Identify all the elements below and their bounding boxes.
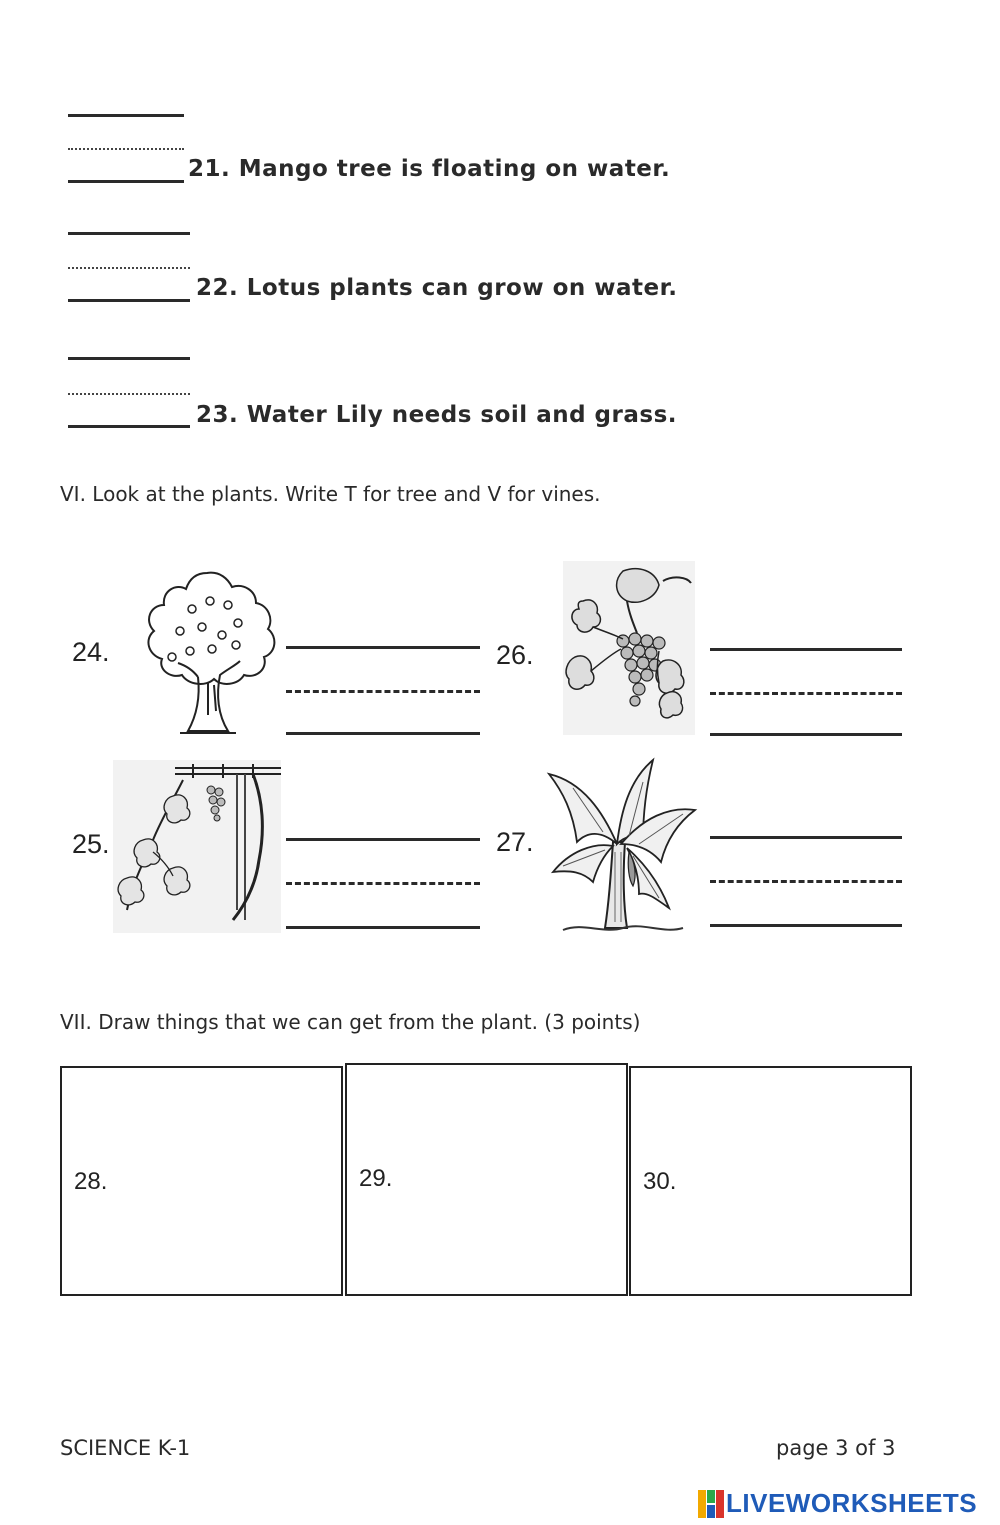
answer-line-dashed — [68, 148, 184, 150]
box-30-number: 30. — [643, 1168, 677, 1195]
item-24-number: 24. — [72, 637, 110, 667]
box-28-number: 28. — [74, 1168, 108, 1195]
answer-line-bottom — [710, 924, 902, 927]
banana-tree-icon — [543, 752, 698, 937]
grape-trellis-frame — [113, 760, 281, 933]
question-22-text: 22. Lotus plants can grow on water. — [196, 275, 678, 301]
answer-line-bottom — [710, 733, 902, 736]
section-7-title: VII. Draw things that we can get from the plant. (3 points) — [60, 1010, 641, 1034]
item-26-number: 26. — [496, 640, 534, 670]
answer-line-bottom — [68, 425, 190, 428]
liveworksheets-wordmark: LIVEWORKSHEETS — [726, 1488, 978, 1518]
footer-subject: SCIENCE K-1 — [60, 1436, 191, 1460]
answer-line-top — [286, 838, 480, 841]
fruit-tree-icon — [132, 565, 282, 740]
box-29-number: 29. — [359, 1165, 393, 1192]
draw-box-28[interactable] — [60, 1066, 343, 1296]
answer-line-dashed — [68, 393, 190, 395]
answer-line-top — [68, 357, 190, 360]
answer-line-bottom — [68, 180, 184, 183]
item-25-number: 25. — [72, 829, 110, 859]
draw-box-30[interactable] — [629, 1066, 912, 1296]
answer-line-dashed — [286, 690, 480, 693]
answer-line-top — [710, 836, 902, 839]
grape-vine-trellis-icon — [113, 760, 281, 933]
question-23-text: 23. Water Lily needs soil and grass. — [196, 402, 677, 428]
answer-line-top — [710, 648, 902, 651]
liveworksheets-logo[interactable] — [698, 1488, 996, 1520]
answer-line-top — [68, 232, 190, 235]
item-27-number: 27. — [496, 827, 534, 857]
footer-page-number: page 3 of 3 — [776, 1436, 896, 1460]
grape-cluster-frame — [563, 561, 695, 735]
draw-box-29[interactable] — [345, 1063, 628, 1296]
section-6-title: VI. Look at the plants. Write T for tree and V for vines. — [60, 482, 601, 506]
answer-line-dashed — [710, 692, 902, 695]
answer-line-top — [68, 114, 184, 117]
answer-line-top — [286, 646, 480, 649]
answer-line-dashed — [710, 880, 902, 883]
answer-line-bottom — [68, 299, 190, 302]
answer-line-dashed — [286, 882, 480, 885]
answer-line-bottom — [286, 732, 480, 735]
liveworksheets-logo-icon — [698, 1490, 724, 1518]
answer-line-dashed — [68, 267, 190, 269]
grape-cluster-vine-icon — [563, 561, 695, 735]
answer-line-bottom — [286, 926, 480, 929]
question-21-text: 21. Mango tree is floating on water. — [188, 156, 671, 182]
